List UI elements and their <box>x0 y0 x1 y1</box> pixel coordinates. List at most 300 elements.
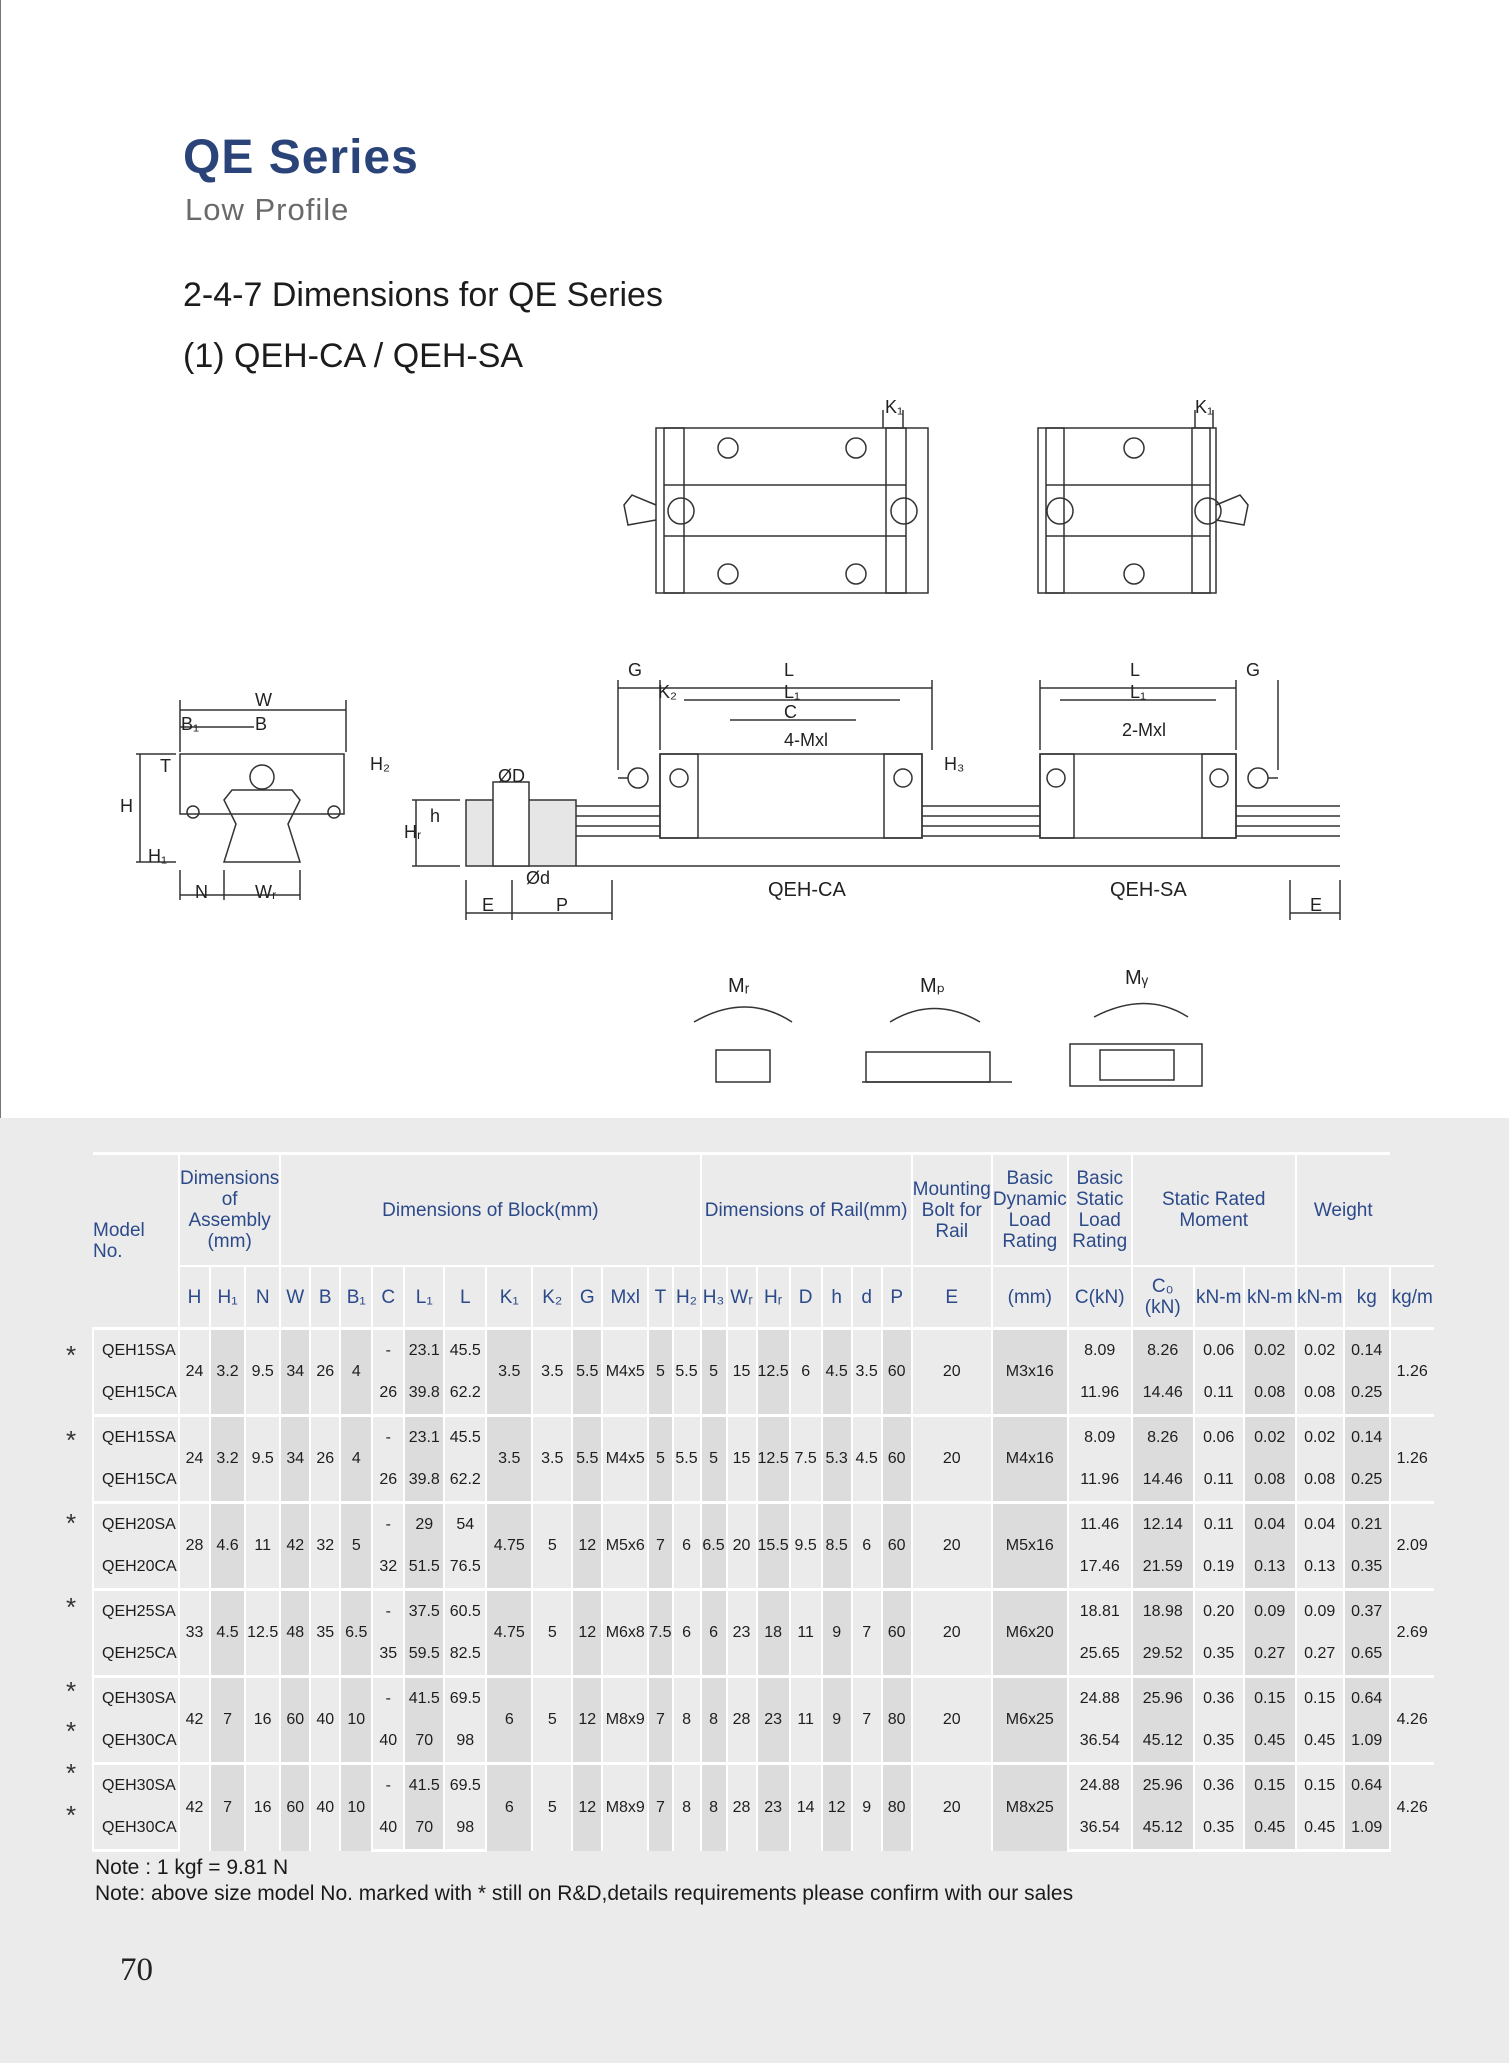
subheader-cell: E <box>912 1266 992 1329</box>
table-cell: 60 <box>280 1677 310 1764</box>
table-cell: 5 <box>648 1329 672 1416</box>
label-t: T <box>160 756 171 776</box>
side-view-sa <box>1040 680 1278 838</box>
table-cell: 26 <box>310 1329 340 1416</box>
table-cell: 0.04 <box>1244 1503 1296 1547</box>
table-cell: M5x16 <box>992 1503 1068 1590</box>
table-cell: 5 <box>648 1416 672 1503</box>
table-cell: 23 <box>727 1590 757 1677</box>
table-cell: 26 <box>372 1372 404 1416</box>
table-cell: 5 <box>532 1503 572 1590</box>
table-cell: 3.2 <box>210 1416 245 1503</box>
table-cell: M8x9 <box>602 1677 648 1764</box>
table-cell: 3.5 <box>486 1329 532 1416</box>
table-cell: 17.46 <box>1068 1546 1132 1590</box>
label-c: C <box>784 702 797 722</box>
table-cell: 7.5 <box>648 1590 672 1677</box>
table-cell: 37.5 <box>404 1590 444 1634</box>
table-row <box>93 1503 1434 1547</box>
table-cell: 12 <box>572 1677 602 1764</box>
table-cell: 0.09 <box>1244 1590 1296 1634</box>
label-g-ca: G <box>628 660 643 680</box>
header-static: Basic Static Load Rating <box>1068 1154 1132 1267</box>
table-body <box>93 1329 1434 1851</box>
table-cell: 0.02 <box>1244 1416 1296 1460</box>
header-weight: Weight <box>1296 1154 1390 1267</box>
moment-icons <box>694 1004 1202 1087</box>
subheader-cell: d <box>852 1266 882 1329</box>
label-k1-sa: K₁ <box>1195 397 1214 417</box>
table-cell: 29 <box>404 1503 444 1547</box>
label-n: N <box>195 882 208 902</box>
table-cell: 15 <box>727 1416 757 1503</box>
table-cell: 3.2 <box>210 1329 245 1416</box>
table-cell: 0.04 <box>1296 1503 1344 1547</box>
table-cell: 24.88 <box>1068 1764 1132 1808</box>
top-view-sa <box>1038 410 1248 593</box>
table-cell: 0.08 <box>1244 1372 1296 1416</box>
subheader-cell: D <box>790 1266 822 1329</box>
subheader-cell: L <box>444 1266 486 1329</box>
table-cell: 23.1 <box>404 1416 444 1460</box>
table-cell: 23.1 <box>404 1329 444 1373</box>
table-row <box>93 1677 1434 1721</box>
table-cell: 7.5 <box>790 1416 822 1503</box>
table-cell: 0.20 <box>1194 1590 1244 1634</box>
table-cell: 0.11 <box>1194 1459 1244 1503</box>
table-cell: 45.5 <box>444 1329 486 1373</box>
table-cell: 8 <box>673 1677 701 1764</box>
table-cell: 48 <box>280 1590 310 1677</box>
table-cell: 0.19 <box>1194 1546 1244 1590</box>
table-cell: M8x9 <box>602 1764 648 1851</box>
table-cell: 7 <box>648 1677 672 1764</box>
label-l-ca: L <box>784 660 795 680</box>
table-cell: 0.02 <box>1244 1329 1296 1373</box>
table-cell: 80 <box>882 1677 912 1764</box>
table-cell: 6 <box>673 1503 701 1590</box>
table-cell: 11.96 <box>1068 1372 1132 1416</box>
table-cell: 39.8 <box>404 1459 444 1503</box>
table-cell: 40 <box>372 1807 404 1851</box>
table-cell: 8.09 <box>1068 1329 1132 1373</box>
table-cell: 2.69 <box>1390 1590 1434 1677</box>
label-e-left: E <box>482 895 495 915</box>
top-view-ca <box>624 410 928 593</box>
table-cell: 28 <box>179 1503 210 1590</box>
series-subtitle: Low Profile <box>185 192 350 227</box>
table-cell: 20 <box>912 1503 992 1590</box>
table-cell: 98 <box>444 1807 486 1851</box>
table-cell: 9 <box>852 1764 882 1851</box>
table-cell: 25.65 <box>1068 1633 1132 1677</box>
section-subheading: (1) QEH-CA / QEH-SA <box>183 337 524 375</box>
table-cell: 7 <box>852 1590 882 1677</box>
subheader-cell: (mm) <box>992 1266 1068 1329</box>
table-cell: 3.5 <box>852 1329 882 1416</box>
table-cell: M4x5 <box>602 1416 648 1503</box>
table-cell: 0.35 <box>1194 1720 1244 1764</box>
table-cell: 0.02 <box>1296 1416 1344 1460</box>
table-cell: 4.6 <box>210 1503 245 1590</box>
table-cell: 0.14 <box>1344 1416 1390 1460</box>
table-cell: 7 <box>852 1677 882 1764</box>
table-cell: 7 <box>210 1764 245 1851</box>
subheader-row <box>93 1266 1434 1329</box>
label-h-small: h <box>430 806 441 826</box>
table-cell: 98 <box>444 1720 486 1764</box>
subheader-cell: B₁ <box>340 1266 372 1329</box>
table-cell: 35 <box>310 1590 340 1677</box>
table-cell: 45.12 <box>1132 1807 1194 1851</box>
label-h1: H₁ <box>148 846 168 866</box>
subheader-cell: kN-m <box>1194 1266 1244 1329</box>
label-e-right: E <box>1310 895 1323 915</box>
label-h2: H₂ <box>370 754 390 774</box>
table-cell: 20 <box>912 1590 992 1677</box>
table-cell: 5.5 <box>572 1329 602 1416</box>
table-cell: 42 <box>280 1503 310 1590</box>
table-cell: QEH15CA <box>93 1372 179 1416</box>
table-cell: 24 <box>179 1416 210 1503</box>
table-cell: 4.5 <box>210 1590 245 1677</box>
table-cell: 40 <box>372 1720 404 1764</box>
table-cell: 3.5 <box>486 1416 532 1503</box>
label-my: Mᵧ <box>1125 967 1149 989</box>
table-cell: 28 <box>727 1764 757 1851</box>
table-cell: 0.35 <box>1344 1546 1390 1590</box>
subheader-cell: T <box>648 1266 672 1329</box>
label-2mxl: 2-Mxl <box>1122 720 1166 740</box>
table-cell: 4 <box>340 1416 372 1503</box>
page-number: 70 <box>120 1952 153 1988</box>
table-cell: 69.5 <box>444 1764 486 1808</box>
table-cell: 35 <box>372 1633 404 1677</box>
label-w: W <box>255 690 272 710</box>
table-cell: 0.45 <box>1244 1720 1296 1764</box>
header-bolt: Mounting Bolt for Rail <box>912 1154 992 1267</box>
label-b: B <box>255 714 268 734</box>
table-cell: 0.65 <box>1344 1633 1390 1677</box>
table-cell: 11 <box>245 1503 280 1590</box>
table-cell: 2.09 <box>1390 1503 1434 1590</box>
header-moment: Static Rated Moment <box>1132 1154 1296 1267</box>
table-cell: 20 <box>912 1329 992 1416</box>
rd-star-marker: * <box>66 1716 77 1746</box>
label-p: P <box>556 895 569 915</box>
table-cell: 12.14 <box>1132 1503 1194 1547</box>
table-cell: 25.96 <box>1132 1677 1194 1721</box>
table-cell: 5 <box>701 1329 727 1416</box>
label-h3: H₃ <box>944 754 965 774</box>
table-cell: 40 <box>310 1677 340 1764</box>
table-cell: 11.96 <box>1068 1459 1132 1503</box>
rd-star-marker: * <box>66 1800 77 1830</box>
table-cell: 0.35 <box>1194 1807 1244 1851</box>
table-cell: 0.25 <box>1344 1372 1390 1416</box>
table-cell: M6x20 <box>992 1590 1068 1677</box>
label-g-sa: G <box>1246 660 1261 680</box>
label-wr: Wᵣ <box>255 882 277 902</box>
label-mr: Mᵣ <box>728 975 750 997</box>
subheader-cell: Wᵣ <box>727 1266 757 1329</box>
label-qeh-sa: QEH-SA <box>1110 879 1187 901</box>
table-cell: 5 <box>340 1503 372 1590</box>
table-cell: 82.5 <box>444 1633 486 1677</box>
table-cell: 21.59 <box>1132 1546 1194 1590</box>
table-cell: 0.08 <box>1296 1372 1344 1416</box>
table-cell: 51.5 <box>404 1546 444 1590</box>
label-mp: Mₚ <box>920 975 946 997</box>
table-cell: 4.75 <box>486 1590 532 1677</box>
table-cell: 70 <box>404 1720 444 1764</box>
label-d-big: ØD <box>498 766 525 786</box>
table-cell: QEH25CA <box>93 1633 179 1677</box>
table-cell: 10 <box>340 1764 372 1851</box>
table-cell: 8.09 <box>1068 1416 1132 1460</box>
table-cell: 0.08 <box>1296 1459 1344 1503</box>
table-cell: 76.5 <box>444 1546 486 1590</box>
table-cell: 14.46 <box>1132 1372 1194 1416</box>
note-rd: Note: above size model No. marked with * still on R&D,details requirements please confirm with our sales <box>95 1882 1074 1905</box>
subheader-cell: L₁ <box>404 1266 444 1329</box>
table-cell: - <box>372 1503 404 1547</box>
table-cell: 11.46 <box>1068 1503 1132 1547</box>
header-rail: Dimensions of Rail(mm) <box>701 1154 912 1267</box>
table-cell: 12 <box>572 1764 602 1851</box>
table-cell: 0.35 <box>1194 1633 1244 1677</box>
table-cell: 0.36 <box>1194 1677 1244 1721</box>
table-cell: 0.36 <box>1194 1764 1244 1808</box>
table-cell: 15 <box>727 1329 757 1416</box>
subheader-cell: H <box>179 1266 210 1329</box>
rd-star-marker: * <box>66 1425 77 1455</box>
table-cell: 29.52 <box>1132 1633 1194 1677</box>
table-cell: 8 <box>701 1764 727 1851</box>
label-h: H <box>120 796 133 816</box>
table-cell: 42 <box>179 1677 210 1764</box>
subheader-cell: kg/m <box>1390 1266 1434 1329</box>
table-cell: QEH20CA <box>93 1546 179 1590</box>
table-cell: 0.13 <box>1244 1546 1296 1590</box>
subheader-cell: W <box>280 1266 310 1329</box>
table-cell: 32 <box>372 1546 404 1590</box>
table-cell: 34 <box>280 1416 310 1503</box>
table-cell: 16 <box>245 1764 280 1851</box>
subheader-cell: h <box>822 1266 852 1329</box>
dimensions-table <box>92 1152 1434 1852</box>
header-dynamic: Basic Dynamic Load Rating <box>992 1154 1068 1267</box>
subheader-cell: C <box>372 1266 404 1329</box>
subheader-cell: C(kN) <box>1068 1266 1132 1329</box>
table-cell: 0.45 <box>1244 1807 1296 1851</box>
table-cell: 0.45 <box>1296 1720 1344 1764</box>
table-cell: 7 <box>648 1764 672 1851</box>
section-heading: 2-4-7 Dimensions for QE Series <box>183 276 663 314</box>
table-cell: 62.2 <box>444 1372 486 1416</box>
table-cell: M4x5 <box>602 1329 648 1416</box>
table-cell: 18.98 <box>1132 1590 1194 1634</box>
table-cell: 0.11 <box>1194 1503 1244 1547</box>
table-cell: 4.5 <box>852 1416 882 1503</box>
table-cell: 0.64 <box>1344 1764 1390 1808</box>
table-cell: M4x16 <box>992 1416 1068 1503</box>
table-cell: 0.11 <box>1194 1372 1244 1416</box>
table-cell: - <box>372 1764 404 1808</box>
table-cell: 39.8 <box>404 1372 444 1416</box>
table-cell: 42 <box>179 1764 210 1851</box>
table-cell: - <box>372 1677 404 1721</box>
label-d-small: Ød <box>526 868 551 888</box>
table-cell: 15.5 <box>757 1503 790 1590</box>
label-l1-ca: L₁ <box>784 682 801 702</box>
table-cell: 5.5 <box>572 1416 602 1503</box>
table-cell: 20 <box>912 1416 992 1503</box>
table-cell: QEH15SA <box>93 1416 179 1460</box>
table-cell: 6.5 <box>701 1503 727 1590</box>
table-cell: QEH20SA <box>93 1503 179 1547</box>
table-cell: 69.5 <box>444 1677 486 1721</box>
dimension-drawing <box>0 380 1509 1100</box>
table-cell: M8x25 <box>992 1764 1068 1851</box>
table-cell: 26 <box>310 1416 340 1503</box>
subheader-cell: G <box>572 1266 602 1329</box>
table-cell: 60 <box>882 1329 912 1416</box>
table-cell: 8.5 <box>822 1503 852 1590</box>
table-row <box>93 1590 1434 1634</box>
subheader-cell: Hᵣ <box>757 1266 790 1329</box>
table-cell: 5 <box>701 1416 727 1503</box>
table-row <box>93 1416 1434 1460</box>
table-cell: 4.26 <box>1390 1764 1434 1851</box>
table-cell: 36.54 <box>1068 1720 1132 1764</box>
table-cell: 10 <box>340 1677 372 1764</box>
subheader-cell: B <box>310 1266 340 1329</box>
rd-star-marker: * <box>66 1676 77 1706</box>
table-cell: 26 <box>372 1459 404 1503</box>
table-cell: 45.5 <box>444 1416 486 1460</box>
table-cell: - <box>372 1329 404 1373</box>
table-cell: 41.5 <box>404 1764 444 1808</box>
table-cell: 20 <box>912 1677 992 1764</box>
table-cell: 12 <box>572 1503 602 1590</box>
table-cell: 80 <box>882 1764 912 1851</box>
subheader-cell: N <box>245 1266 280 1329</box>
table-cell: QEH30CA <box>93 1720 179 1764</box>
label-4mxl: 4-Mxl <box>784 730 828 750</box>
table-cell: 7 <box>648 1503 672 1590</box>
table-cell: 0.06 <box>1194 1416 1244 1460</box>
table-cell: M6x8 <box>602 1590 648 1677</box>
subheader-cell: K₂ <box>532 1266 572 1329</box>
header-block: Dimensions of Block(mm) <box>280 1154 700 1267</box>
table-cell: 6 <box>852 1503 882 1590</box>
table-cell: 14 <box>790 1764 822 1851</box>
label-l-sa: L <box>1130 660 1141 680</box>
table-cell: 1.09 <box>1344 1807 1390 1851</box>
table-cell: 0.15 <box>1296 1764 1344 1808</box>
table-cell: 12.5 <box>757 1329 790 1416</box>
table-cell: 5 <box>532 1590 572 1677</box>
table-cell: 23 <box>757 1764 790 1851</box>
table-cell: 9 <box>822 1590 852 1677</box>
table-cell: 6 <box>486 1764 532 1851</box>
table-cell: QEH30SA <box>93 1764 179 1808</box>
table-cell: 18 <box>757 1590 790 1677</box>
table-cell: 14.46 <box>1132 1459 1194 1503</box>
label-qeh-ca: QEH-CA <box>768 879 846 901</box>
label-b1: B₁ <box>181 714 200 734</box>
table-cell: 0.21 <box>1344 1503 1390 1547</box>
table-cell: 20 <box>727 1503 757 1590</box>
rd-star-marker: * <box>66 1340 77 1370</box>
table-cell: 12 <box>822 1764 852 1851</box>
table-cell: 4 <box>340 1329 372 1416</box>
table-cell: 6 <box>790 1329 822 1416</box>
table-cell: 11 <box>790 1677 822 1764</box>
note-kgf: Note : 1 kgf = 9.81 N <box>95 1856 289 1879</box>
label-l1-sa: L₁ <box>1130 682 1147 702</box>
label-hr: Hᵣ <box>404 822 422 842</box>
table-cell: 6 <box>701 1590 727 1677</box>
table-cell: 40 <box>310 1764 340 1851</box>
end-view <box>136 700 346 900</box>
table-cell: 3.5 <box>532 1329 572 1416</box>
table-cell: 24 <box>179 1329 210 1416</box>
table-cell: 9 <box>822 1677 852 1764</box>
table-cell: QEH25SA <box>93 1590 179 1634</box>
subheader-cell: Mxl <box>602 1266 648 1329</box>
table-row <box>93 1764 1434 1808</box>
table-cell: 23 <box>757 1677 790 1764</box>
table-cell: 1.26 <box>1390 1329 1434 1416</box>
table-cell: 9.5 <box>245 1416 280 1503</box>
table-cell: 33 <box>179 1590 210 1677</box>
table-cell: 60 <box>882 1416 912 1503</box>
series-title: QE Series <box>183 131 419 184</box>
table-cell: 70 <box>404 1807 444 1851</box>
table-cell: 0.15 <box>1296 1677 1344 1721</box>
table-cell: 25.96 <box>1132 1764 1194 1808</box>
table-cell: 16 <box>245 1677 280 1764</box>
table-cell: - <box>372 1590 404 1634</box>
subheader-cell: H₁ <box>210 1266 245 1329</box>
table-cell: 60 <box>280 1764 310 1851</box>
table-cell: 0.06 <box>1194 1329 1244 1373</box>
table-cell: 0.27 <box>1244 1633 1296 1677</box>
table-cell: 41.5 <box>404 1677 444 1721</box>
table-cell: 0.27 <box>1296 1633 1344 1677</box>
table-cell: 5.5 <box>673 1416 701 1503</box>
table-cell: 5.3 <box>822 1416 852 1503</box>
table-cell: - <box>372 1416 404 1460</box>
rd-star-marker: * <box>66 1758 77 1788</box>
table-cell: 60 <box>882 1503 912 1590</box>
table-cell: 60.5 <box>444 1590 486 1634</box>
table-cell: 0.25 <box>1344 1459 1390 1503</box>
label-k1-ca: K₁ <box>885 397 904 417</box>
table-cell: 0.45 <box>1296 1807 1344 1851</box>
table-cell: M6x25 <box>992 1677 1068 1764</box>
table-cell: 0.64 <box>1344 1677 1390 1721</box>
side-view-ca <box>618 680 932 838</box>
subheader-cell: K₁ <box>486 1266 532 1329</box>
table-cell: 9.5 <box>245 1329 280 1416</box>
table-cell: 0.13 <box>1296 1546 1344 1590</box>
table-cell: 8.26 <box>1132 1329 1194 1373</box>
table-cell: M5x6 <box>602 1503 648 1590</box>
rd-star-marker: * <box>66 1592 77 1622</box>
